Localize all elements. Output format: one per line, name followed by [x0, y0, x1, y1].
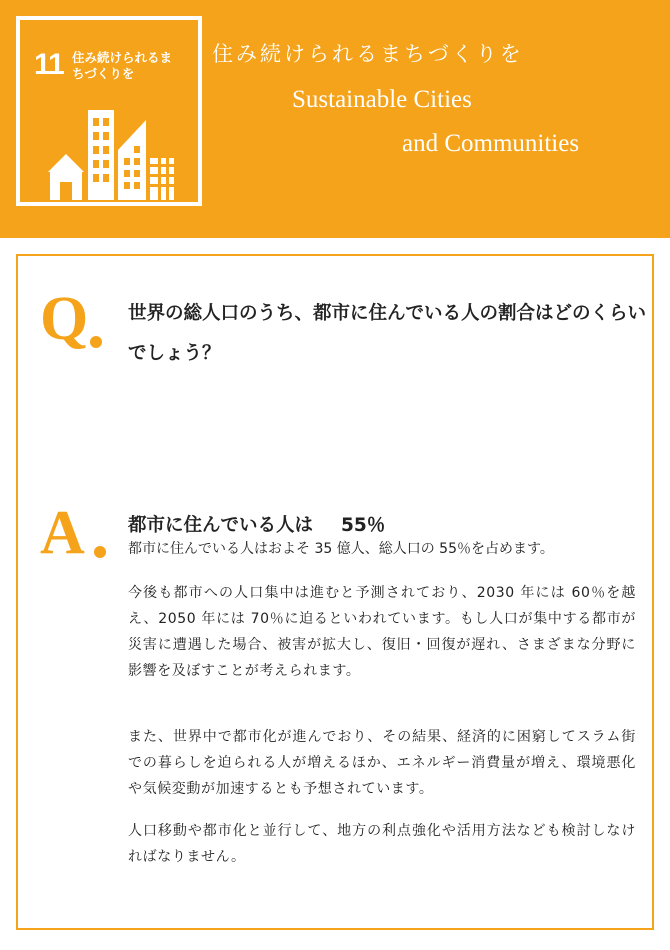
- answer-value: 55％: [341, 515, 386, 536]
- goal-label: 住み続けられるまちづくりを: [72, 50, 173, 81]
- answer-paragraph: また、世界中で都市化が進んでおり、その結果、経済的に困窮してスラム街での暮らしを迫られる人が増えるほか、エネルギー消費量が増え、環境悪化や気候変動が加速するとも予想されています。: [128, 729, 636, 797]
- goal-number: 11: [34, 48, 64, 81]
- answer-dot-icon: [94, 546, 106, 558]
- answer-summary: 都市に住んでいる人はおよそ 35 億人、総人口の 55％を占めます。: [128, 541, 554, 557]
- answer-heading: [128, 511, 385, 537]
- question-mark-letter: Q: [40, 285, 89, 353]
- answer-paragraph: 今後も都市への人口集中は進むと予測されており、2030 年には 60％を越え、2050 年には 70％に迫るといわれています。もし人口が集中する都市が災害に遭遇した場合、被害が拡大し、復旧・回復が遅れ、さまざまな分野に影響を及ぼすことが考えられます。: [128, 585, 636, 679]
- city-buildings-icon: [46, 106, 176, 202]
- question-text: 世界の総人口のうち、都市に住んでいる人の割合はどのくらいでしょう？: [128, 303, 647, 364]
- answer-mark-letter: A: [40, 499, 85, 567]
- header-banner: [0, 0, 670, 238]
- title-english-line1: Sustainable Cities: [292, 86, 472, 113]
- answer-heading-text: 都市に住んでいる人は: [128, 515, 314, 536]
- title-english-line2: and Communities: [402, 130, 580, 157]
- question-dot-icon: [90, 336, 102, 348]
- title-japanese: 住み続けられるまちづくりを: [212, 42, 524, 66]
- sdg-goal-card: [16, 16, 202, 206]
- answer-paragraph: 人口移動や都市化と並行して、地方の利点強化や活用方法なども検討しなければなりません。: [128, 823, 636, 865]
